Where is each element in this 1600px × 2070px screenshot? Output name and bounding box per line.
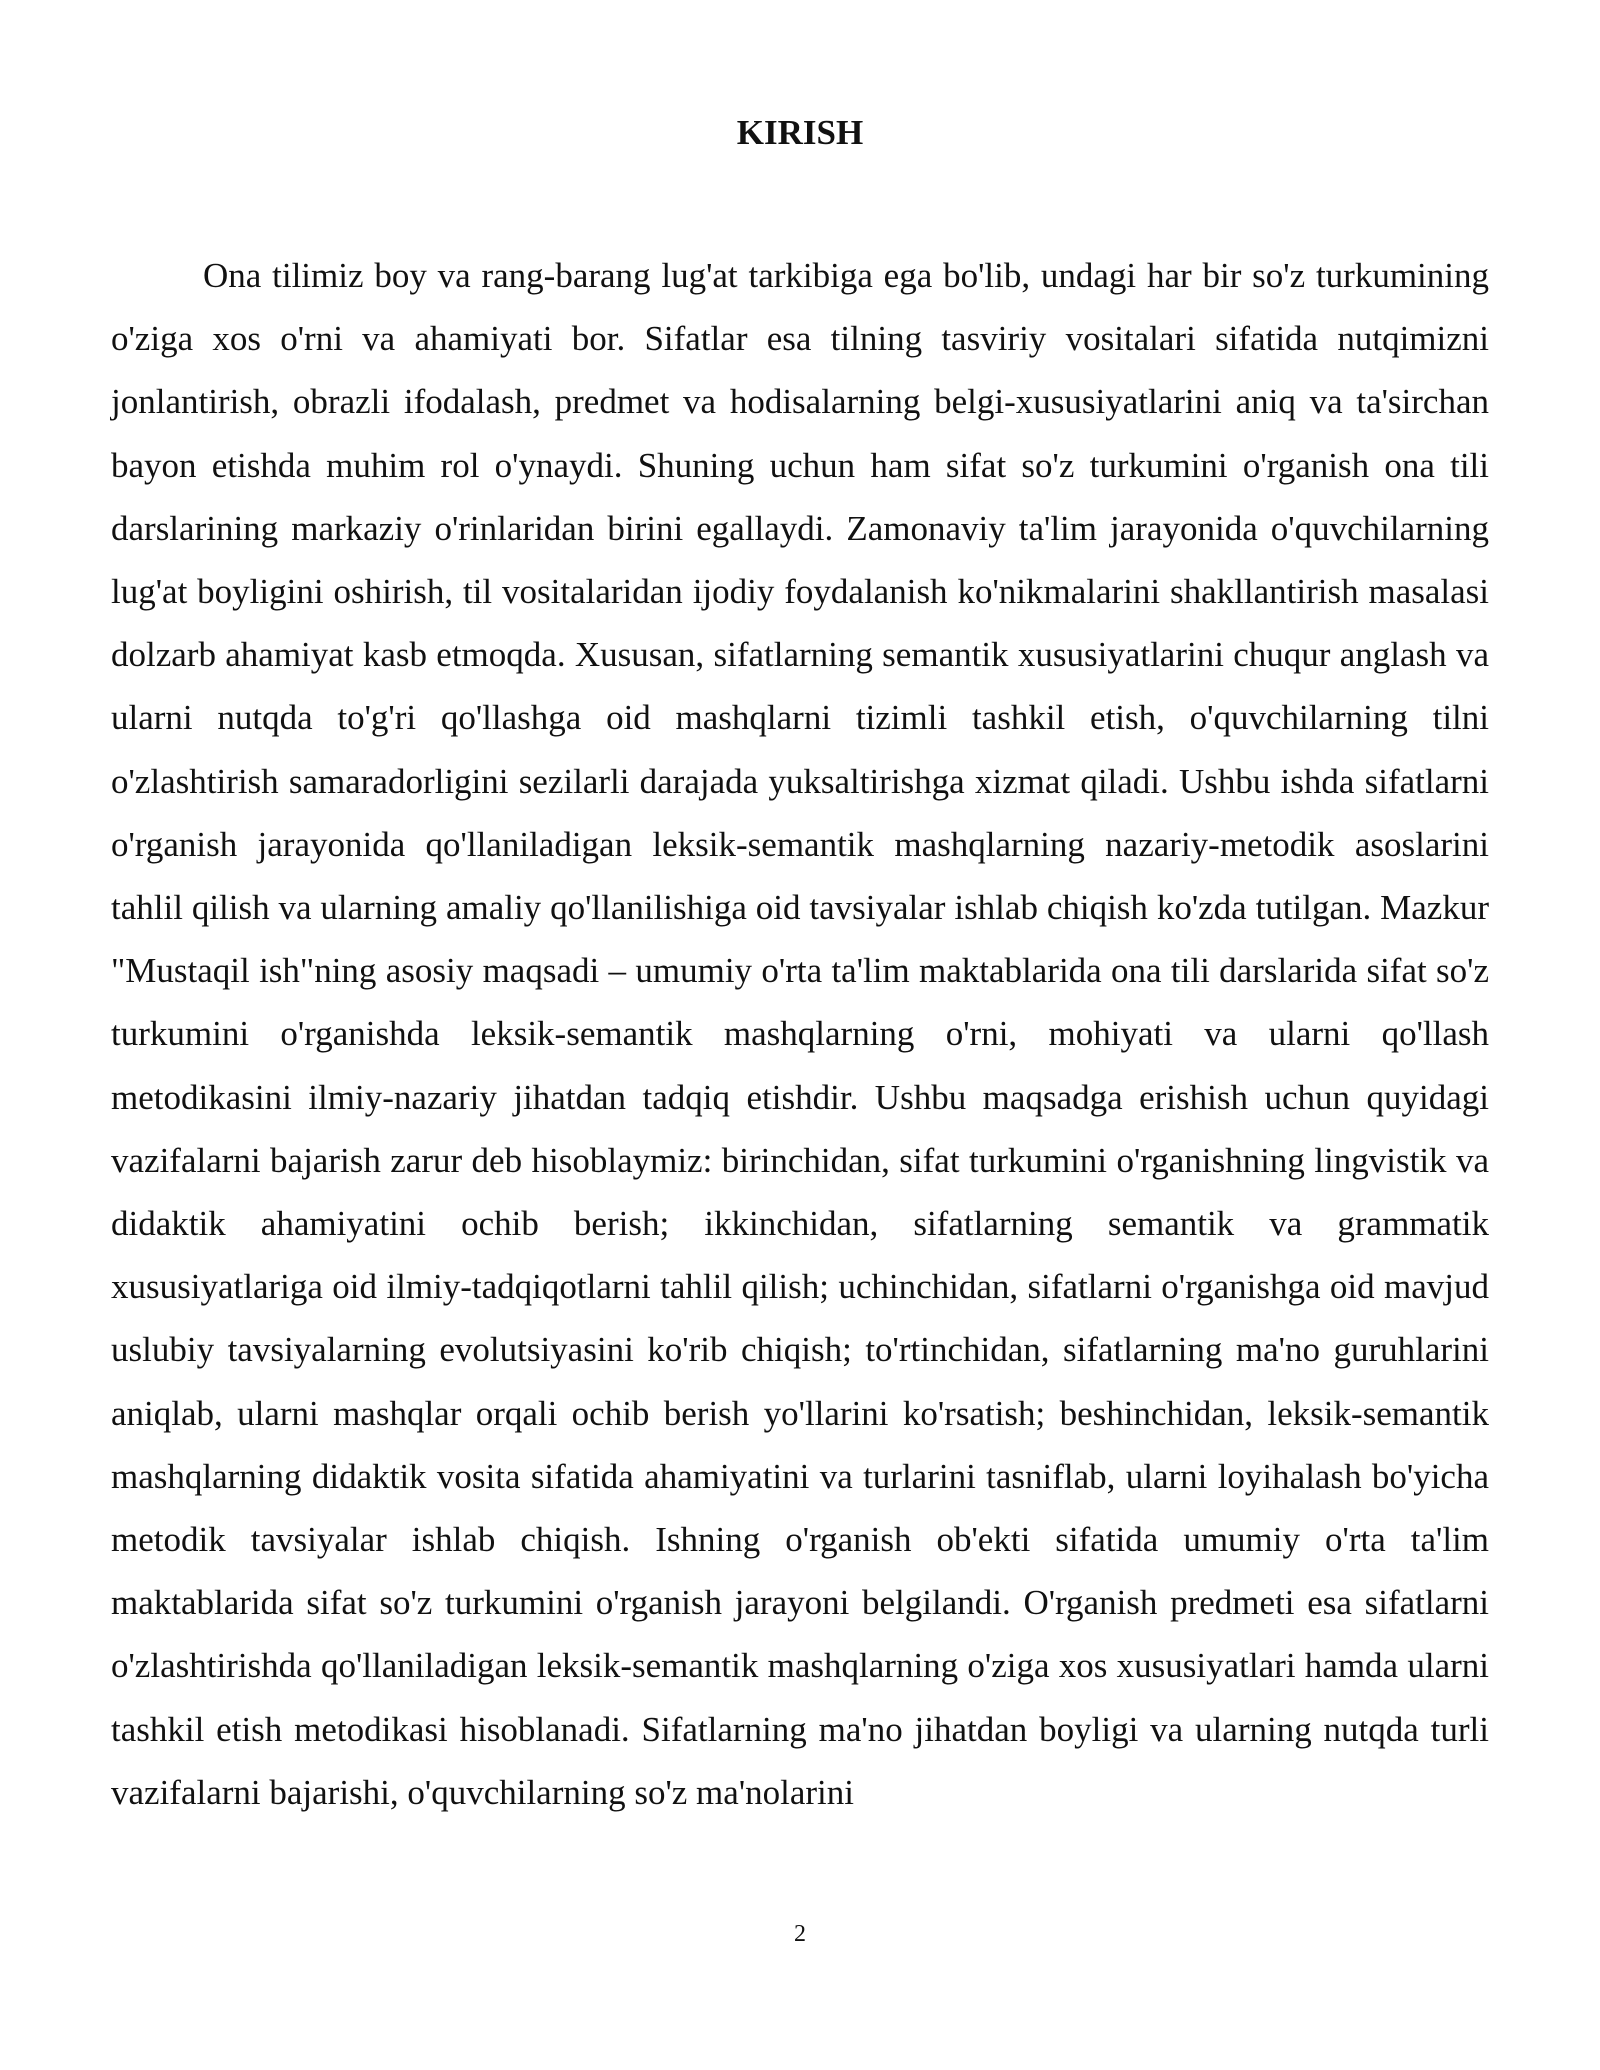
body-paragraph: Ona tilimiz boy va rang-barang lug'at tarkibiga ega bo'lib, undagi har bir so'z turkumining o'ziga xos o'rni va ahamiyati bor. Sifatlar esa tilning tasviriy vositalari sifatida nutqimizni jonlantirish, obrazli ifodalash, predmet va hodisalarning belgi-xususiyatlarini aniq va ta'sirchan bayon etishda muhim rol o'ynaydi. Shuning uchun ham sifat so'z turkumini o'rganish ona tili darslarining markaziy o'rinlaridan birini egallaydi. Zamonaviy ta'lim jarayonida o'quvchilarning lug'at boyligini oshirish, til vositalaridan ijodiy foydalanish ko'nikmalarini shakllantirish masalasi dolzarb ahamiyat kasb etmoqda. Xususan, sifatlarning semantik xususiyatlarini chuqur anglash va ularni nutqda to'g'ri qo'llashga oid mashqlarni tizimli tashkil etish, o'quvchilarning tilni o'zlashtirish samaradorligini sezilarli darajada yuksaltirishga xizmat qiladi. Ushbu ishda sifatlarni o'rganish jarayonida qo'llaniladigan leksik-semantik mashqlarning nazariy-metodik asoslarini tahlil qilish va ularning amaliy qo'llanilishiga oid tavsiyalar ishlab chiqish ko'zda tutilgan. Mazkur "Mustaqil ish"ning asosiy maqsadi – umumiy o'rta ta'lim maktablarida ona tili darslarida sifat so'z turkumini o'rganishda leksik-semantik mashqlarning o'rni, mohiyati va ularni qo'llash metodikasini ilmiy-nazariy jihatdan tadqiq etishdir. Ushbu maqsadga erishish uchun quyidagi vazifalarni bajarish zarur deb hisoblaymiz: birinchidan, sifat turkumini o'rganishning lingvistik va didaktik ahamiyatini ochib berish; ikkinchidan, sifatlarning semantik va grammatik xususiyatlariga oid ilmiy-tadqiqotlarni tahlil qilish; uchinchidan, sifatlarni o'rganishga oid mavjud uslubiy tavsiyalarning evolutsiyasini ko'rib chiqish; to'rtinchidan, sifatlarning ma'no guruhlarini aniqlab, ularni mashqlar orqali ochib berish yo'llarini ko'rsatish; beshinchidan, leksik-semantik mashqlarning didaktik vosita sifatida ahamiyatini va turlarini tasniflab, ularni loyihalash bo'yicha metodik tavsiyalar ishlab chiqish. Ishning o'rganish ob'ekti sifatida umumiy o'rta ta'lim maktablarida sifat so'z turkumini o'rganish jarayoni belgilandi. O'rganish predmeti esa sifatlarni o'zlashtirishda qo'llaniladigan leksik-semantik mashqlarning o'ziga xos xususiyatlari hamda ularni tashkil etish metodikasi hisoblanadi. Sifatlarning ma'no jihatdan boyligi va ularning nutqda turli vazifalarni bajarishi, o'quvchilarning so'z ma'nolarini: [111, 256, 1489, 1812]
page-number: 2: [794, 1921, 806, 1947]
section-title: KIRISH: [736, 113, 864, 152]
